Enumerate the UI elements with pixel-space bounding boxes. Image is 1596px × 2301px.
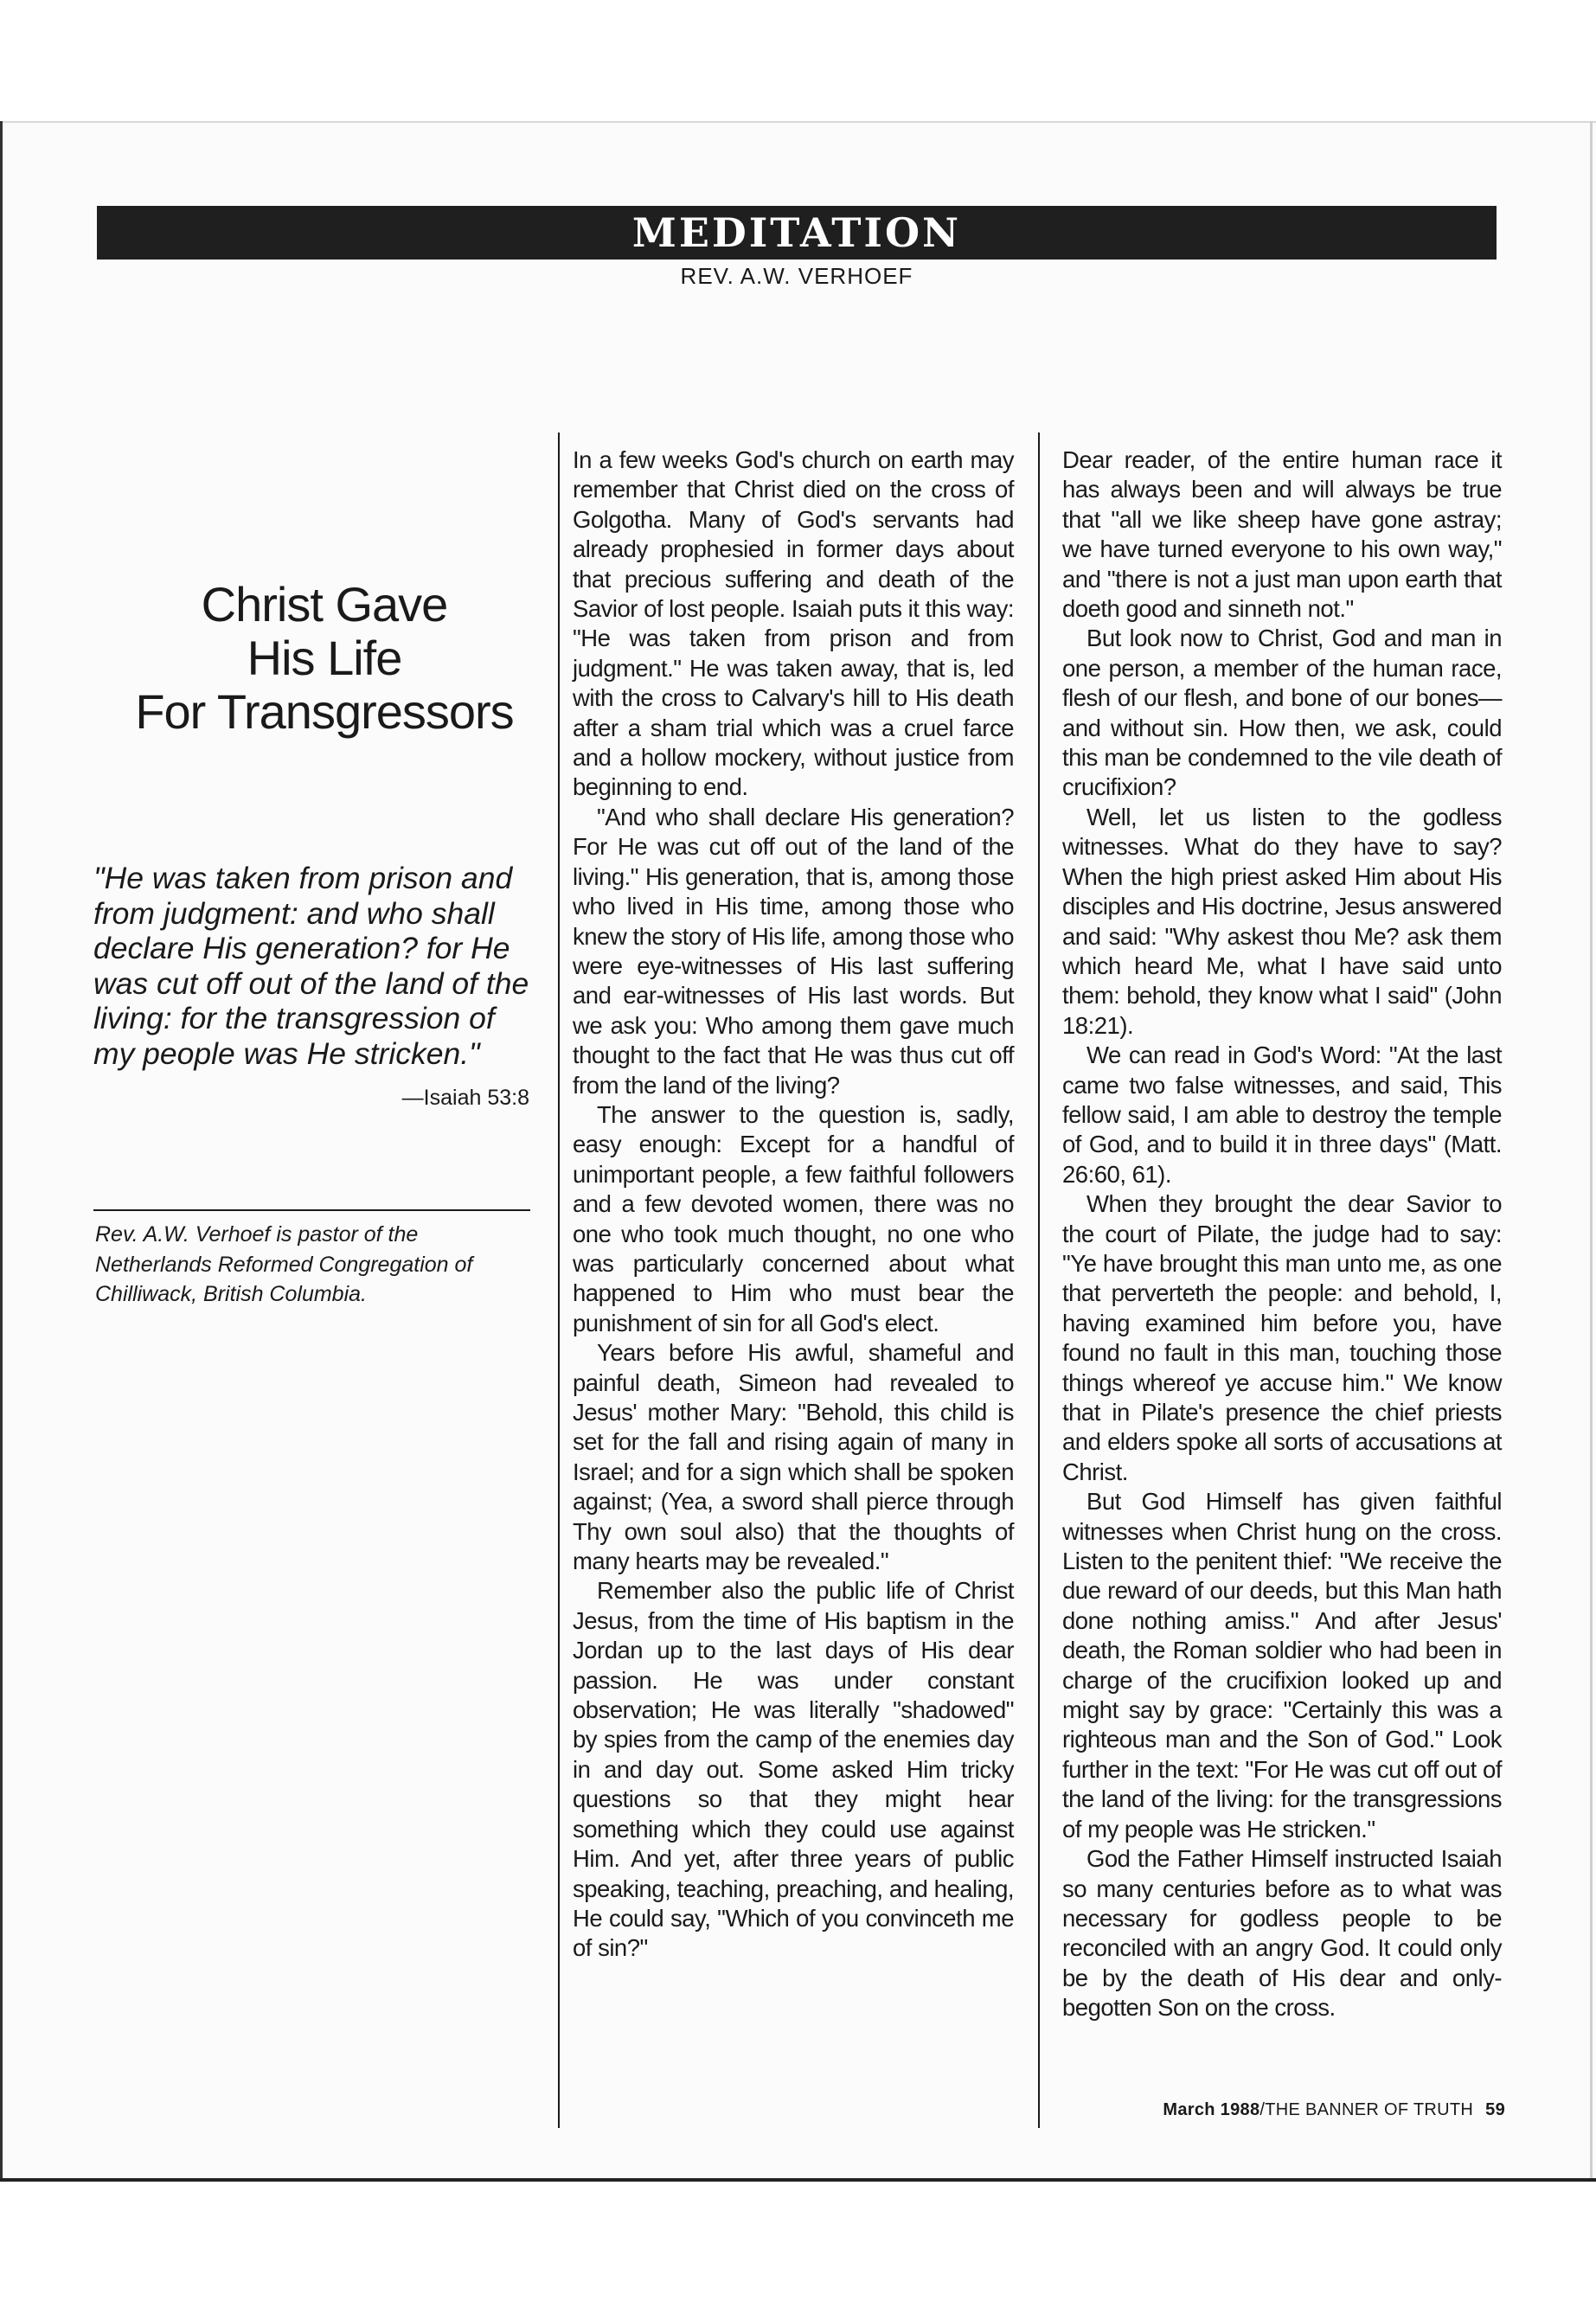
body-paragraph: But God Himself has given faithful witnesses when Christ hung on the cross. Listen to the penitent thief: "We receive the due reward of our deeds, but this Man hath done nothing amiss." And after Jesus' death, the Roman soldier who had been in charge of the crucifixion looked up and might say by grace: "Certainly this was a righteous man and the Son of God." Look further in the text: "For He was cut off out of the land of the living: for the transgressions of my people was He stricken." [1062, 1488, 1502, 1843]
body-paragraph: Dear reader, of the entire human race it has always been and will always be true that "all we like sheep have gone astray; we have turned everyone to his own way," and "there is not a just man upon earth that doeth good and sinneth not." [1062, 446, 1502, 623]
body-paragraph: When they brought the dear Savior to the court of Pilate, the judge had to say: "Ye have brought this man unto me, as one that perverteth the people: and behold, I, having examined him before you, have found no fault in this man, touching those things whereof ye accuse him." We know that in Pilate's presence the chief priests and elders spoke all sorts of accusations at Christ. [1062, 1190, 1502, 1485]
body-paragraph: Years before His awful, shameful and painful death, Simeon had revealed to Jesus' mother Mary: "Behold, this child is set for the fall and rising again of many in Israel; and for a sign which shall be spoken against; (Yea, a sword shall pierce through Thy own soul also) that the thoughts of many hearts may be revealed." [573, 1339, 1014, 1575]
section-title: MEDITATION [631, 209, 962, 256]
body-paragraph: God the Father Himself instructed Isaiah so many centuries before as to what was necessary for godless people to be reconciled with an angry God. It could only be by the death of His dear and only-begotten Son on the cross. [1062, 1845, 1502, 2022]
epigraph-source: —Isaiah 53:8 [401, 1086, 529, 1110]
page-footer [865, 2100, 1505, 2120]
page-edge-bottom [0, 2178, 1596, 2182]
bio-divider [93, 1209, 530, 1211]
body-paragraph: But look now to Christ, God and man in one person, a member of the human race, flesh of our flesh, and bone of our bones—and without sin. How then, we ask, could this man be condemned to the vile death of crucifixion? [1062, 625, 1502, 801]
page-edge-top [0, 121, 1596, 123]
body-paragraph: In a few weeks God's church on earth may remember that Christ died on the cross of Golgotha. Many of God's servants had already prophesied in former days about that precious suffering and death of the Savior of lost people. Isaiah puts it this way: "He was taken from prison and from judgment." He was taken away, that is, led with the cross to Calvary's hill to His death after a sham trial which was a cruel farce and a hollow mockery, without justice from beginning to end. [573, 446, 1014, 801]
article-title-line: Christ Gave [201, 577, 448, 631]
body-paragraph: Well, let us listen to the godless witnesses. What do they have to say? When the high priest asked Him about His disciples and His doctrine, Jesus answered and said: "Why askest thou Me? ask them which heard Me, what I have said unto them: behold, they know what I said" (John 18:21). [1062, 803, 1502, 1039]
page-number: 59 [1485, 2100, 1505, 2119]
body-column-middle [573, 445, 1014, 2128]
body-paragraph: We can read in God's Word: "At the last came two false witnesses, and said, This fellow said, I am able to destroy the temple of God, and to build it in three days" (Matt. 26:60, 61). [1062, 1042, 1502, 1188]
column-divider [558, 433, 560, 2128]
author-bio: Rev. A.W. Verhoef is pastor of the Netherlands Reformed Congregation of Chilliwack, British Columbia. [95, 1222, 473, 1306]
page-edge-left [0, 121, 3, 2180]
page-edge-right [1590, 121, 1593, 2180]
body-column-right [1062, 445, 1502, 2128]
column-divider [1038, 433, 1040, 2128]
body-paragraph: "And who shall declare His generation? For He was cut off out of the land of the living." His generation, that is, among those who lived in His time, among those who knew the story of His life, among those who were eye-witnesses of His last suffering and ear-witnesses of His last words. But we ask you: Who among them gave much thought to the fact that He was thus cut off from the land of the living? [573, 803, 1014, 1099]
footer-date: March 1988 [1163, 2100, 1260, 2119]
author-byline: REV. A.W. VERHOEF [680, 263, 913, 289]
footer-magazine: /THE BANNER OF TRUTH [1259, 2100, 1474, 2119]
body-paragraph: The answer to the question is, sadly, easy enough: Except for a handful of unimportant people, a few faithful followers and a few devoted women, there was no one who took much thought, no one who was particularly concerned about what happened to Him who must bear the punishment of sin for all God's elect. [573, 1100, 1014, 1336]
article-title-line: His Life [247, 631, 402, 685]
article-title-line: For Transgressors [135, 684, 514, 739]
article-title [95, 578, 554, 739]
epigraph-quote: "He was taken from prison and from judgment: and who shall declare His generation? for He was cut off out of the land of the living: for the transgression of my people was He stricken." [93, 861, 529, 1071]
section-banner [97, 206, 1497, 260]
body-paragraph: Remember also the public life of Christ Jesus, from the time of His baptism in the Jordan up to the last days of His dear passion. He was under constant observation; He was literally "shadowed" by spies from the camp of the enemies day in and day out. Some asked Him tricky questions so that they might hear something which they could use against Him. And yet, after three years of public speaking, teaching, preaching, and healing, He could say, "Which of you convinceth me of sin?" [573, 1577, 1014, 1962]
